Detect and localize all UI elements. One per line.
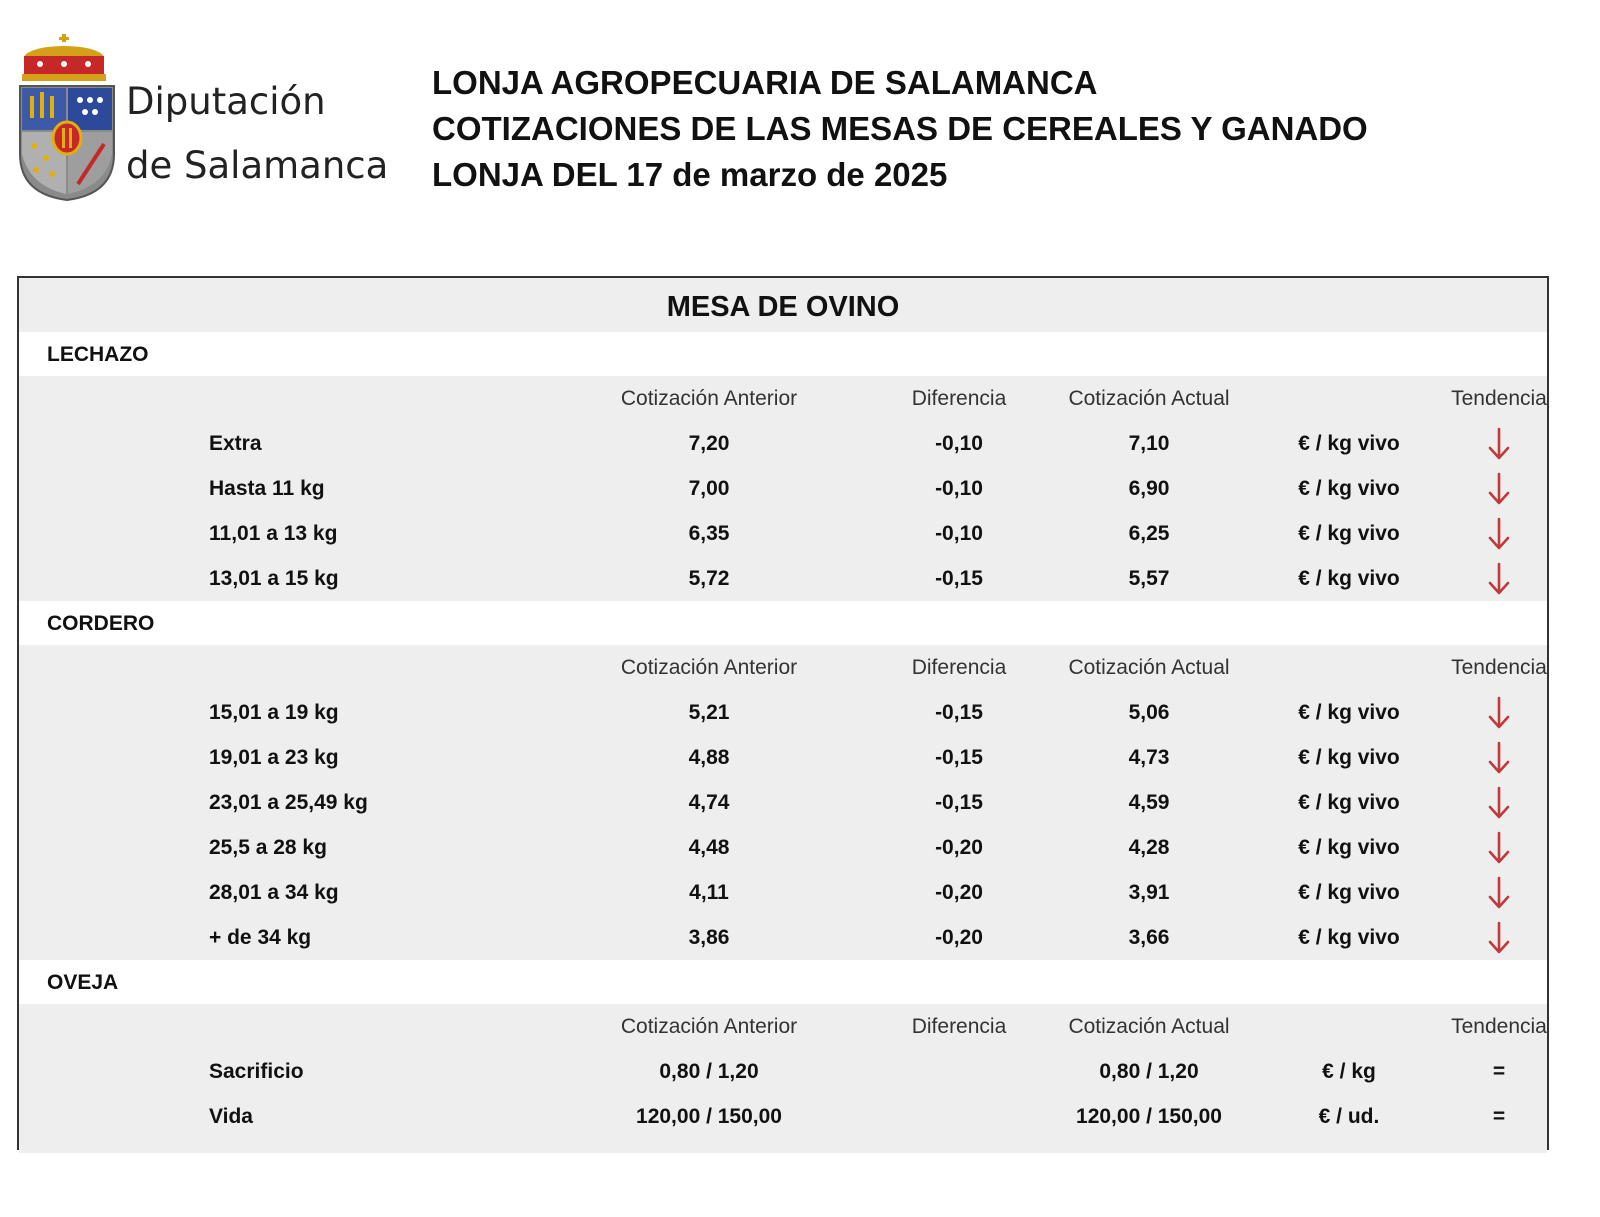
diferencia: -0,15 (935, 791, 983, 814)
table-row (19, 466, 1547, 511)
table-row (19, 735, 1547, 780)
row-label: 28,01 a 34 kg (209, 881, 339, 904)
table-row (19, 690, 1547, 735)
row-label: 11,01 a 13 kg (209, 522, 338, 545)
cotizacion-actual: 6,25 (1128, 522, 1170, 545)
column-header-anterior: Cotización Anterior (620, 1015, 798, 1038)
section-title-lechazo: LECHAZO (19, 332, 1547, 376)
column-header-diferencia: Diferencia (911, 656, 1007, 679)
cotizacion-actual: 3,66 (1128, 926, 1170, 949)
table-row (19, 870, 1547, 915)
table-row (19, 1094, 1547, 1139)
down-arrow-icon (1487, 472, 1511, 506)
logo-line-1: Diputación (126, 80, 326, 123)
mesa-title: MESA DE OVINO (19, 278, 1547, 332)
column-header-tendencia: Tendencia (1451, 656, 1547, 679)
cotizacion-anterior: 7,20 (688, 432, 730, 455)
table-row (19, 780, 1547, 825)
down-arrow-icon (1487, 562, 1511, 596)
section-title-oveja: OVEJA (19, 960, 1547, 1004)
unit: € / kg vivo (1298, 522, 1400, 545)
cotizacion-anterior: 4,88 (688, 746, 730, 769)
diferencia: -0,20 (935, 881, 983, 904)
down-arrow-icon (1487, 696, 1511, 730)
coat-of-arms-icon (18, 34, 118, 209)
mesa-ovino-table (17, 276, 1549, 1150)
cotizacion-actual: 7,10 (1128, 432, 1170, 455)
table-row (19, 511, 1547, 556)
cotizacion-actual: 5,06 (1128, 701, 1170, 724)
column-header-tendencia: Tendencia (1451, 387, 1547, 410)
unit: € / kg vivo (1298, 477, 1400, 500)
cotizacion-actual: 4,73 (1128, 746, 1170, 769)
row-label: 25,5 a 28 kg (209, 836, 327, 859)
row-label: 23,01 a 25,49 kg (209, 791, 368, 814)
down-arrow-icon (1487, 921, 1511, 955)
column-header-diferencia: Diferencia (911, 1015, 1007, 1038)
diferencia: -0,15 (935, 746, 983, 769)
cotizacion-actual: 3,91 (1128, 881, 1170, 904)
logo-line-2: de Salamanca (126, 144, 389, 187)
row-label: Sacrificio (209, 1060, 304, 1083)
cotizacion-actual: 4,28 (1128, 836, 1170, 859)
table-row (19, 556, 1547, 601)
cotizacion-anterior: 4,74 (688, 791, 730, 814)
down-arrow-icon (1487, 786, 1511, 820)
table-row (19, 825, 1547, 870)
cotizacion-actual: 6,90 (1128, 477, 1170, 500)
diferencia: -0,15 (935, 567, 983, 590)
unit: € / kg vivo (1298, 926, 1400, 949)
unit: € / kg vivo (1298, 432, 1400, 455)
column-header-actual: Cotización Actual (1068, 387, 1230, 410)
column-header-anterior: Cotización Anterior (620, 656, 798, 679)
unit: € / ud. (1318, 1105, 1380, 1128)
cotizacion-anterior: 3,86 (688, 926, 730, 949)
down-arrow-icon (1487, 741, 1511, 775)
diferencia: -0,10 (935, 522, 983, 545)
header-line-3: LONJA DEL 17 de marzo de 2025 (432, 156, 948, 193)
section-lechazo (19, 376, 1547, 601)
diferencia: -0,10 (935, 477, 983, 500)
table-row (19, 1049, 1547, 1094)
diferencia: -0,20 (935, 836, 983, 859)
cotizacion-anterior: 5,72 (688, 567, 730, 590)
trend-equal: = (1492, 1060, 1506, 1083)
down-arrow-icon (1487, 427, 1511, 461)
down-arrow-icon (1487, 831, 1511, 865)
cotizacion-anterior: 4,11 (689, 881, 729, 904)
row-label: Extra (209, 432, 262, 455)
table-row (19, 421, 1547, 466)
row-label: 15,01 a 19 kg (209, 701, 339, 724)
diferencia: -0,20 (935, 926, 983, 949)
unit: € / kg vivo (1298, 567, 1400, 590)
cotizacion-actual: 120,00 / 150,00 (1076, 1105, 1222, 1128)
row-label: + de 34 kg (209, 926, 312, 949)
cotizacion-actual: 5,57 (1128, 567, 1170, 590)
section-title-cordero: CORDERO (19, 601, 1547, 645)
unit: € / kg vivo (1298, 746, 1400, 769)
cotizacion-anterior: 5,21 (688, 701, 730, 724)
column-header-actual: Cotización Actual (1068, 1015, 1230, 1038)
unit: € / kg vivo (1298, 791, 1400, 814)
table-row (19, 915, 1547, 960)
diferencia: -0,10 (935, 432, 983, 455)
column-header-row (19, 376, 1547, 421)
cotizacion-anterior: 4,48 (688, 836, 730, 859)
row-label: Vida (209, 1105, 253, 1128)
down-arrow-icon (1487, 517, 1511, 551)
column-header-anterior: Cotización Anterior (620, 387, 798, 410)
unit: € / kg vivo (1298, 701, 1400, 724)
column-header-diferencia: Diferencia (911, 387, 1007, 410)
header-line-2: COTIZACIONES DE LAS MESAS DE CEREALES Y GANADO (432, 110, 1368, 147)
header-line-1: LONJA AGROPECUARIA DE SALAMANCA (432, 64, 1098, 101)
cotizacion-actual: 4,59 (1128, 791, 1170, 814)
row-label: Hasta 11 kg (209, 477, 325, 500)
trend-equal: = (1492, 1105, 1506, 1128)
cotizacion-anterior: 120,00 / 150,00 (636, 1105, 782, 1128)
unit: € / kg (1322, 1060, 1376, 1083)
section-cordero (19, 645, 1547, 960)
document-header (432, 60, 1368, 198)
column-header-actual: Cotización Actual (1068, 656, 1230, 679)
diferencia: -0,15 (935, 701, 983, 724)
cotizacion-anterior: 0,80 / 1,20 (659, 1060, 759, 1083)
row-label: 19,01 a 23 kg (209, 746, 339, 769)
cotizacion-anterior: 7,00 (688, 477, 730, 500)
unit: € / kg vivo (1298, 836, 1400, 859)
column-header-row (19, 645, 1547, 690)
row-label: 13,01 a 15 kg (209, 567, 339, 590)
down-arrow-icon (1487, 876, 1511, 910)
column-header-row (19, 1004, 1547, 1049)
cotizacion-anterior: 6,35 (688, 522, 730, 545)
diputacion-logo (18, 34, 389, 209)
unit: € / kg vivo (1298, 881, 1400, 904)
cotizacion-actual: 0,80 / 1,20 (1099, 1060, 1199, 1083)
section-oveja (19, 1004, 1547, 1153)
column-header-tendencia: Tendencia (1451, 1015, 1547, 1038)
